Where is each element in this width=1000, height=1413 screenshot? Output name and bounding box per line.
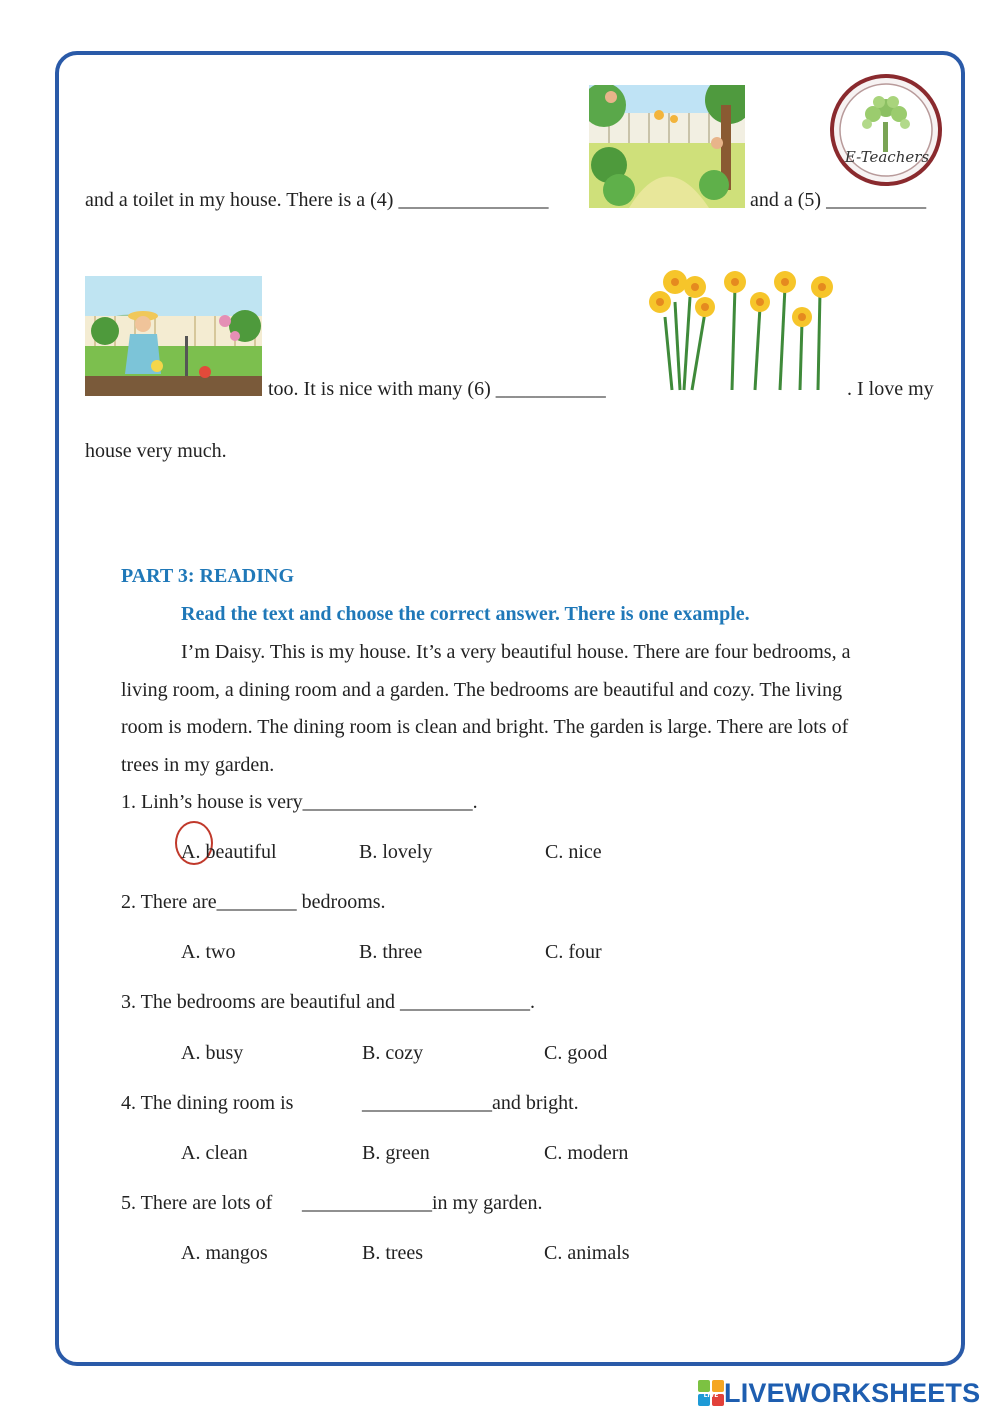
logo-text: E-Teachers [844,148,930,166]
q3-option-a[interactable]: A. busy [181,1042,244,1064]
passage-line: I’m Daisy. This is my house. It’s a very beautiful house. There are four bedrooms, a [181,641,851,663]
q3-option-c[interactable]: C. good [544,1042,608,1064]
story-line-2a: too. It is nice with many (6) ___________ [268,378,606,400]
passage-line: living room, a dining room and a garden. The bedrooms are beautiful and cozy. The living [121,679,843,701]
part3-heading: PART 3: READING [121,565,295,587]
garden-picture [589,85,745,208]
liveworksheets-logo-icon [698,1380,724,1406]
question-5: 5. There are lots of [121,1192,273,1214]
q2-option-c[interactable]: C. four [545,941,602,963]
e-teachers-logo [825,74,947,186]
q5-option-c[interactable]: C. animals [544,1242,630,1264]
question-5-blank: _____________in my garden. [302,1192,543,1214]
story-line-1a: and a toilet in my house. There is a (4) _______________ [85,189,549,211]
q3-option-b[interactable]: B. cozy [362,1042,424,1064]
question-4-blank: _____________and bright. [362,1092,579,1114]
q1-option-a[interactable]: A. beautiful [181,841,277,863]
q2-option-a[interactable]: A. two [181,941,236,963]
q5-option-b[interactable]: B. trees [362,1242,424,1264]
q1-option-c[interactable]: C. nice [545,841,602,863]
question-2: 2. There are________ bedrooms. [121,891,386,913]
page-frame [55,51,965,1366]
liveworksheets-brand [698,1376,980,1410]
brand-text: LIVEWORKSHEETS [724,1377,981,1408]
q4-option-b[interactable]: B. green [362,1142,430,1164]
question-3: 3. The bedrooms are beautiful and _____________. [121,991,535,1013]
passage-line: room is modern. The dining room is clean and bright. The garden is large. There are lots of [121,716,849,738]
q4-option-c[interactable]: C. modern [544,1142,629,1164]
story-line-1b: and a (5) __________ [750,189,927,211]
passage-line: trees in my garden. [121,754,275,776]
part3-instruction: Read the text and choose the correct answer. There is one example. [181,603,750,625]
q4-option-a[interactable]: A. clean [181,1142,248,1164]
gardener-picture [85,276,262,396]
story-line-3: house very much. [85,440,227,462]
q1-option-b[interactable]: B. lovely [359,841,433,863]
question-1: 1. Linh’s house is very_________________. [121,791,478,813]
q2-option-b[interactable]: B. three [359,941,423,963]
svg-text:LIVE: LIVE [703,1392,719,1399]
q5-option-a[interactable]: A. mangos [181,1242,268,1264]
story-line-2b: . I love my [847,378,934,400]
question-4: 4. The dining room is [121,1092,294,1114]
daffodils-picture [640,262,840,392]
